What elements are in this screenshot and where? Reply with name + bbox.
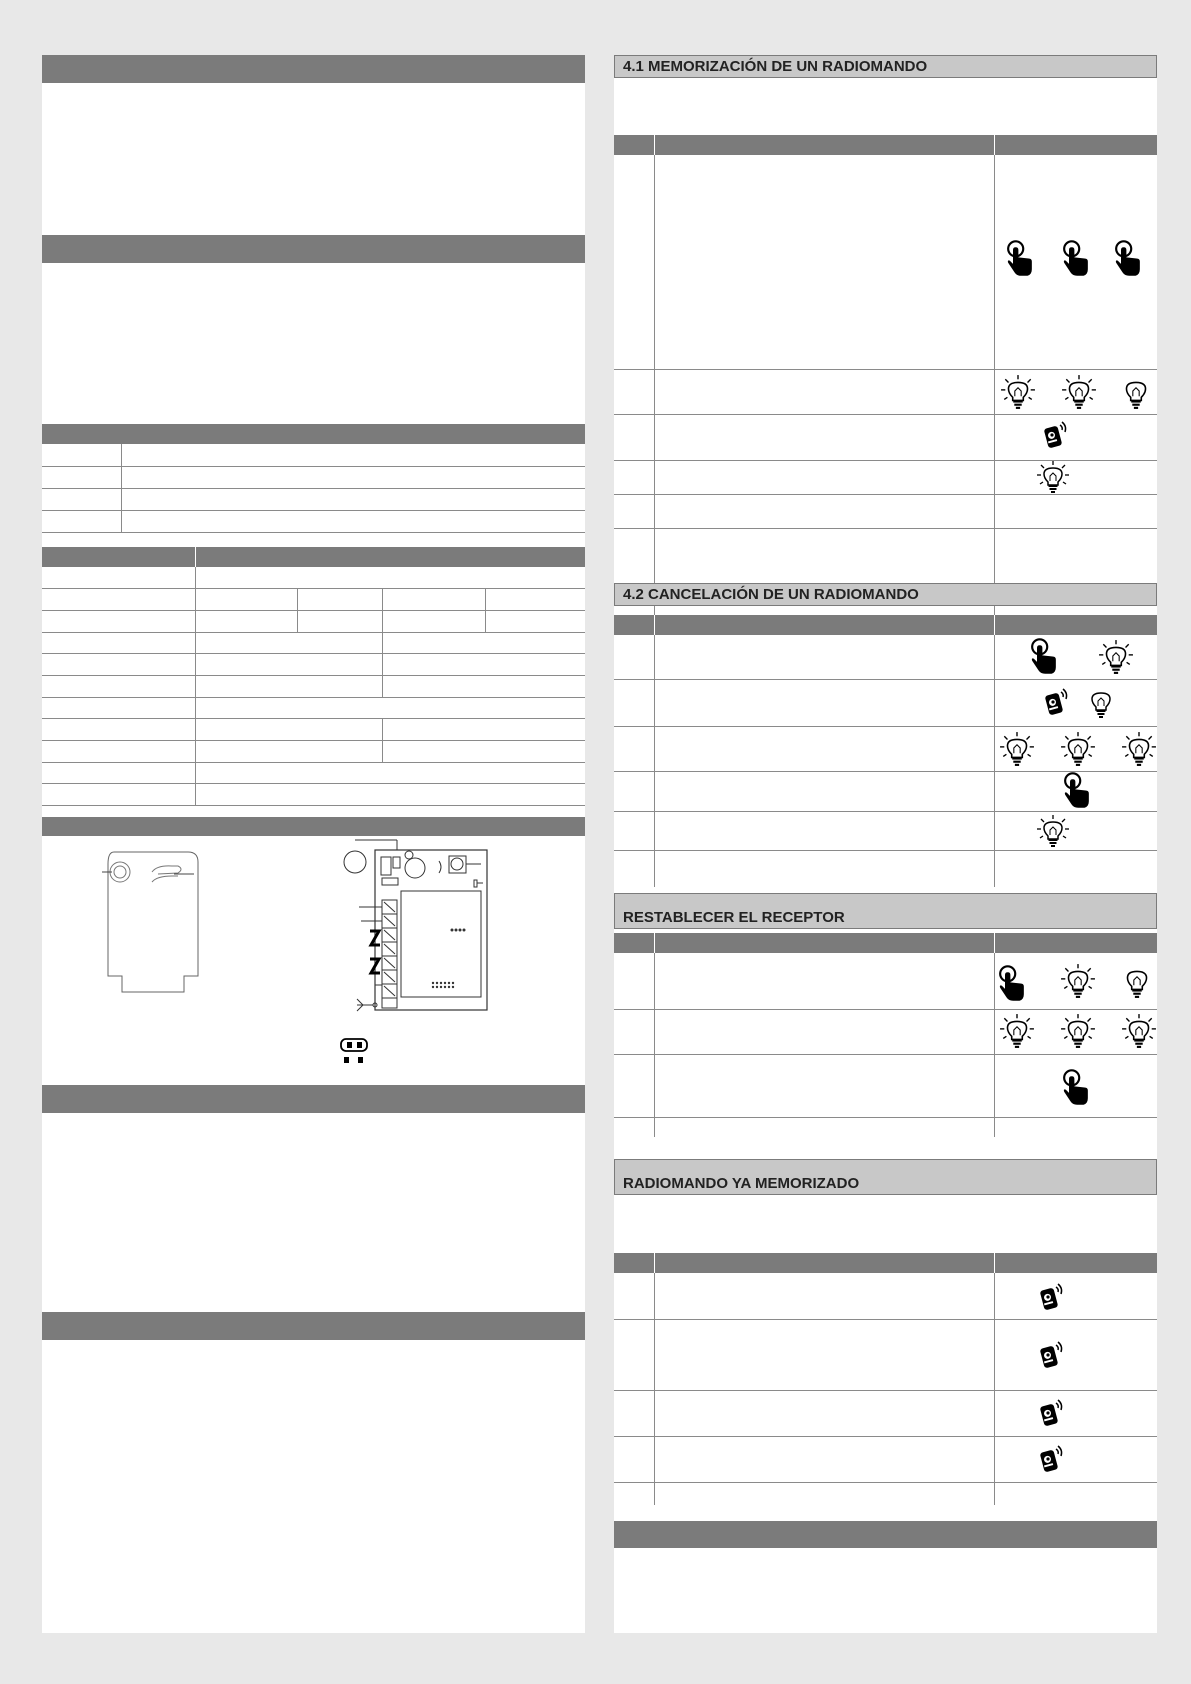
receiver-housing-drawing	[102, 852, 212, 1007]
section-header-bar-5	[42, 1312, 585, 1340]
section-header-4-1	[614, 55, 1157, 78]
section-header-bar-3	[42, 817, 585, 836]
circuit-board-diagram	[347, 835, 517, 1015]
led-on-icon	[1119, 963, 1155, 999]
press-button-icon	[1114, 240, 1142, 277]
table-header	[42, 424, 585, 444]
led-blinking-icon	[999, 1013, 1035, 1049]
remote-control-icon	[1039, 1399, 1065, 1429]
led-on-icon	[1118, 374, 1154, 410]
section-header-bar-2	[42, 235, 585, 263]
section-header-already-memorized	[614, 1159, 1157, 1195]
table-header	[42, 547, 585, 567]
press-button-icon	[998, 965, 1026, 1002]
remote-control-icon	[1044, 688, 1070, 718]
led-blinking-icon	[1060, 963, 1096, 999]
led-blinking-icon	[1036, 460, 1070, 494]
press-button-icon	[1030, 638, 1058, 675]
table-header	[614, 615, 1157, 635]
table-header	[614, 1253, 1157, 1273]
press-button-icon	[1062, 1069, 1090, 1106]
led-blinking-icon	[999, 731, 1035, 767]
press-button-icon	[1063, 772, 1091, 809]
section-header-bar-1	[42, 55, 585, 83]
led-blinking-icon	[1121, 731, 1157, 767]
section-title: RADIOMANDO YA MEMORIZADO	[623, 1175, 860, 1192]
remote-control-icon	[1043, 421, 1069, 451]
remote-control-icon	[1039, 1445, 1065, 1475]
jumper-icon	[340, 1038, 370, 1068]
section-title: 4.2 CANCELACIÓN DE UN RADIOMANDO	[623, 586, 919, 603]
remote-control-icon	[1039, 1341, 1065, 1371]
left-column	[42, 55, 585, 1633]
led-blinking-icon	[1036, 814, 1070, 848]
section-header-reset	[614, 893, 1157, 929]
led-blinking-icon	[1061, 374, 1097, 410]
led-blinking-icon	[1098, 639, 1134, 675]
table-header	[614, 135, 1157, 155]
led-blinking-icon	[1060, 1013, 1096, 1049]
section-title: RESTABLECER EL RECEPTOR	[623, 909, 845, 926]
remote-control-icon	[1039, 1283, 1065, 1313]
led-blinking-icon	[1060, 731, 1096, 767]
table-header	[614, 933, 1157, 953]
press-button-icon	[1006, 240, 1034, 277]
section-header-bar-4	[42, 1085, 585, 1113]
led-on-icon	[1084, 685, 1118, 719]
right-column	[614, 55, 1157, 1633]
section-header-bar-final	[614, 1521, 1157, 1548]
section-header-4-2	[614, 583, 1157, 606]
led-blinking-icon	[1121, 1013, 1157, 1049]
section-title: 4.1 MEMORIZACIÓN DE UN RADIOMANDO	[623, 58, 928, 75]
led-blinking-icon	[1000, 374, 1036, 410]
press-button-icon	[1062, 240, 1090, 277]
